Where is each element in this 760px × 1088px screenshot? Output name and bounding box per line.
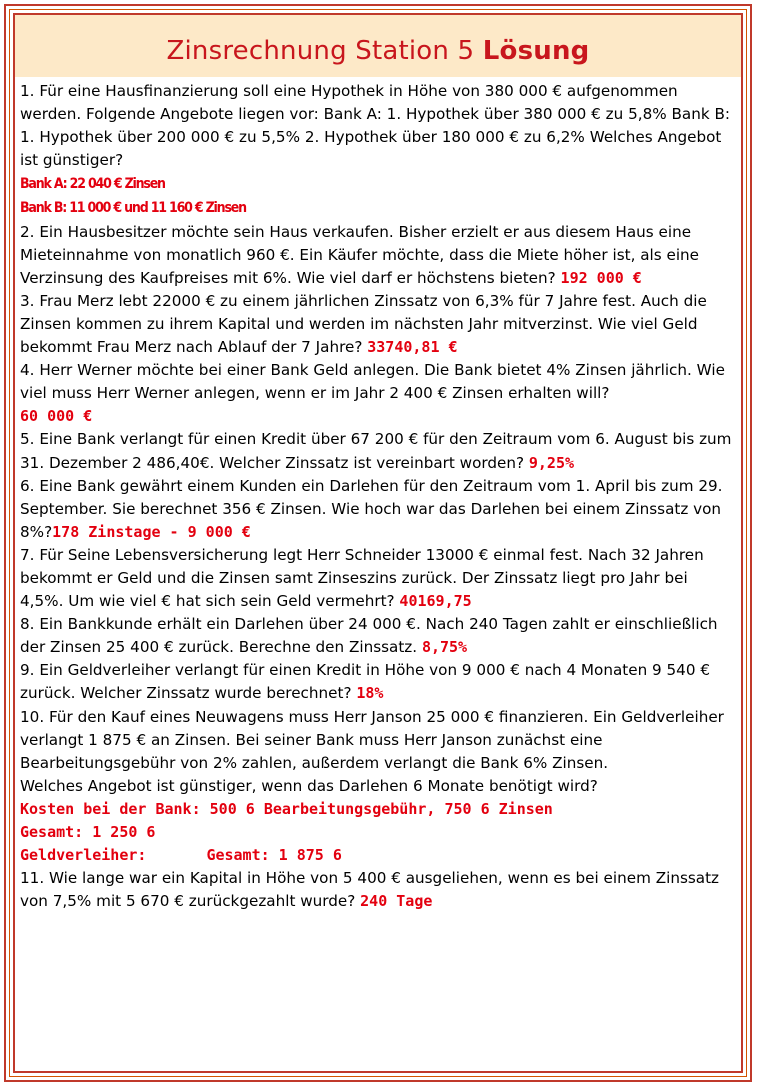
answer-9: 18% (356, 684, 384, 703)
answer-7: 40169,75 (399, 592, 472, 611)
answer-5: 9,25% (528, 453, 575, 472)
question-8: 8. Ein Bankkunde erhält ein Darlehen über 24 000 €. Nach 240 Tagen zahlt er einschließlich der Zinsen 25 400 € zurück. Berechne den Zinssatz. 8,75% (20, 615, 718, 657)
title-highlight: Lösung (482, 36, 590, 66)
question-5: 5. Eine Bank verlangt für einen Kredit über 67 200 € für den Zeitraum vom 6. August bis zum 31. Dezember 2 486,40€. Welcher Zinssatz ist vereinbart worden? 9,25% (20, 430, 732, 472)
question-3: 3. Frau Merz lebt 22000 € zu einem jährlichen Zinssatz von 6,3% für 7 Jahre fest. Auch die Zinsen kommen zu ihrem Kapital und werden im nächsten Jahr mitverzinst. Wie viel Geld bekommt Frau Merz nach Ablauf der 7 Jahre? 33740,81 € (20, 291, 707, 357)
question-2: 2. Ein Hausbesitzer möchte sein Haus verkaufen. Bisher erzielt er aus diesem Haus eine Mieteinnahme von monatlich 960 €. Ein Käufer möchte, dass die Miete höher ist, als eine Verzinsung des Kaufpreises mit 6%. Wie viel darf er höchstens bieten? 192 000 € (20, 222, 700, 287)
title-banner (15, 15, 741, 77)
question-10: 10. Für den Kauf eines Neuwagens muss Herr Janson 25 000 € finanzieren. Ein Geldverleiher verlangt 1 875 € an Zinsen. Bei seiner Bank muss Herr Janson zunächst eine Bearbeitungsgebühr von 2% zahlen, außerdem verlangt die Bank 6% Zinsen. (20, 707, 724, 772)
answer-11: 240 Tage (360, 892, 433, 911)
answer-1b: Bank B: 11 000 € und 11 160 € Zinsen (20, 200, 246, 217)
answer-4: 60 000 € (20, 407, 93, 426)
answer-10-bank: Kosten bei der Bank: 500 6 Bearbeitungsgebühr, 750 6 Zinsen (20, 799, 553, 818)
answer-10-lender: Geldverleiher: Gesamt: 1 875 6 (20, 846, 342, 865)
question-4: 4. Herr Werner möchte bei einer Bank Geld anlegen. Die Bank bietet 4% Zinsen jährlich. Wie viel muss Herr Werner anlegen, wenn er im Jahr 2 400 € Zinsen erhalten will? (20, 361, 725, 403)
question-9: 9. Ein Geldverleiher verlangt für einen Kredit in Höhe von 9 000 € nach 4 Monaten 9 540 € zurück. Welcher Zinssatz wurde berechnet? 18% (20, 661, 710, 703)
page-title (166, 36, 589, 66)
worksheet-content (20, 80, 732, 913)
answer-2: 192 000 € (560, 268, 642, 287)
title-main: Zinsrechnung Station 5 (166, 36, 483, 66)
answer-10-total: Gesamt: 1 250 6 (20, 823, 156, 841)
question-1: 1. Für eine Hausfinanzierung soll eine Hypothek in Höhe von 380 000 € aufgenommen werden. Folgende Angebote liegen vor: Bank A: 1. Hypothek über 380 000 € zu 5,8% Bank B: 1. Hypothek über 200 000 € zu 5,5% 2. Hypothek über 180 000 € zu 6,2% Welches Angebot ist günstiger? (20, 82, 731, 170)
answer-1a: Bank A: 22 040 € Zinsen (20, 176, 165, 193)
answer-6: 178 Zinstage - 9 000 € (52, 522, 251, 541)
question-11: 11. Wie lange war ein Kapital in Höhe von 5 400 € ausgeliehen, wenn es bei einem Zinssatz von 7,5% mit 5 670 € zurückgezahlt wurde? 240 Tage (20, 869, 720, 911)
answer-8: 8,75% (421, 638, 468, 657)
question-10-ask: Welches Angebot ist günstiger, wenn das Darlehen 6 Monate benötigt wird? (20, 776, 598, 795)
question-6: 6. Eine Bank gewährt einem Kunden ein Darlehen für den Zeitraum vom 1. April bis zum 29. September. Sie berechnet 356 € Zinsen. Wie hoch war das Darlehen bei einem Zinssatz von 8%?178 Zinstage - 9 000 € (20, 476, 723, 541)
answer-4-line (20, 405, 732, 428)
answer-3: 33740,81 € (367, 338, 458, 357)
question-7: 7. Für Seine Lebensversicherung legt Herr Schneider 13000 € einmal fest. Nach 32 Jahren bekommt er Geld und die Zinsen samt Zinseszins zurück. Der Zinssatz liegt pro Jahr bei 4,5%. Um wie viel € hat sich sein Geld vermehrt? 40169,75 (20, 545, 704, 611)
